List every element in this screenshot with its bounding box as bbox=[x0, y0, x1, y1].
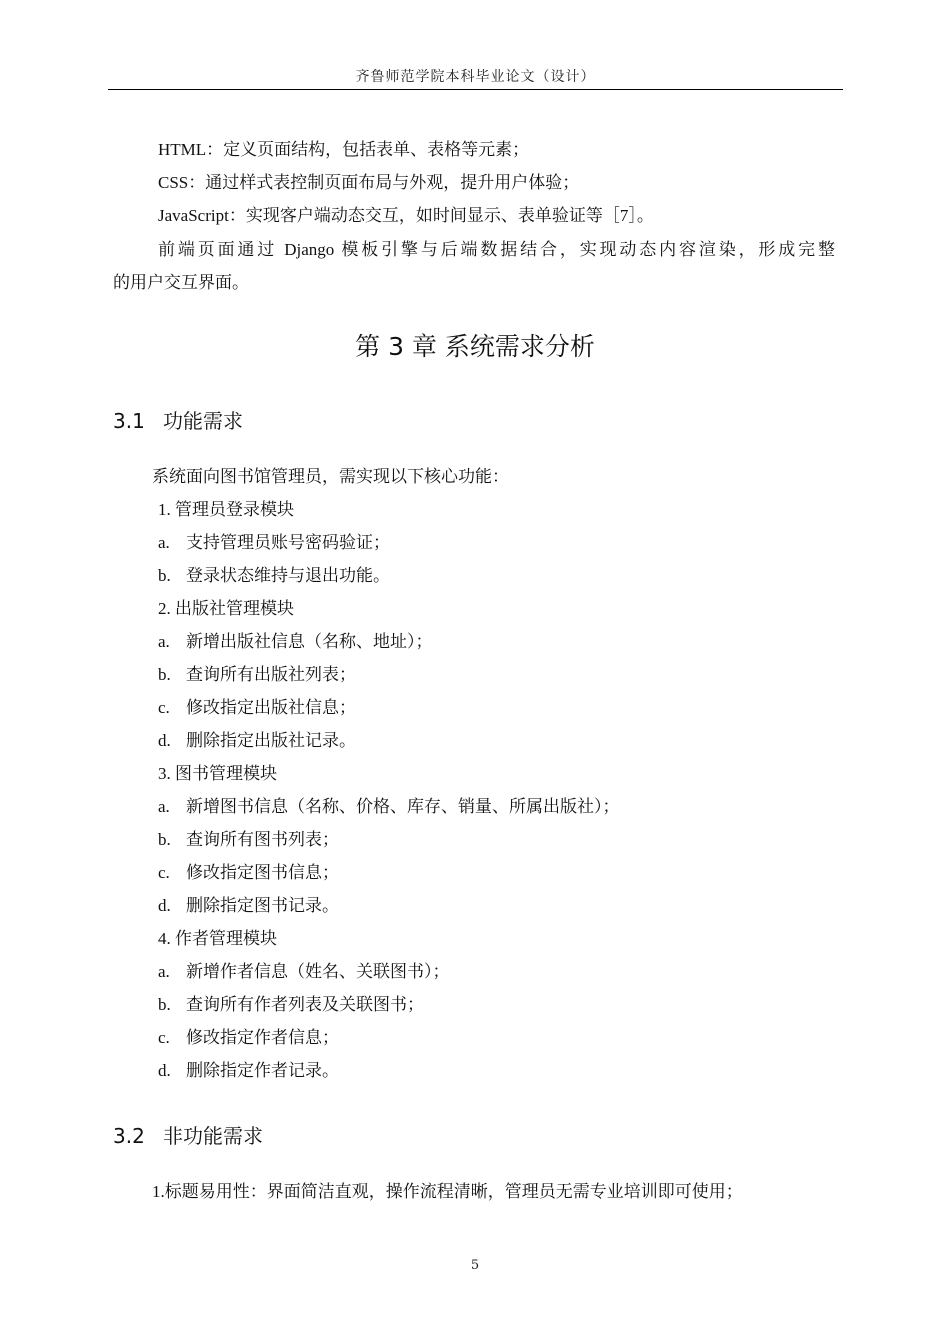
list-item: a. 新增作者信息（姓名、关联图书）； bbox=[158, 962, 450, 981]
intro-line-html: HTML：定义页面结构，包括表单、表格等元素； bbox=[158, 140, 530, 159]
section-title: 非功能需求 bbox=[163, 1124, 263, 1148]
list-item: b. 登录状态维持与退出功能。 bbox=[158, 566, 390, 585]
intro-paragraph-line-2: 的用户交互界面。 bbox=[113, 273, 249, 292]
list-item: 4. 作者管理模块 bbox=[158, 929, 277, 948]
running-header: 齐鲁师范学院本科毕业论文（设计） bbox=[355, 69, 596, 85]
intro-line-css: CSS：通过样式表控制页面布局与外观，提升用户体验； bbox=[158, 173, 580, 192]
section-number: 3.2 bbox=[113, 1124, 145, 1148]
list-item: a. 新增出版社信息（名称、地址）； bbox=[158, 632, 433, 651]
list-item: c. 修改指定图书信息； bbox=[158, 863, 339, 882]
section-title: 功能需求 bbox=[163, 409, 243, 433]
section-lead: 系统面向图书馆管理员，需实现以下核心功能： bbox=[152, 467, 509, 486]
section-heading-3-1 bbox=[113, 405, 243, 434]
list-item: d. 删除指定出版社记录。 bbox=[158, 731, 356, 750]
list-item: 2. 出版社管理模块 bbox=[158, 599, 294, 618]
intro-line-js: JavaScript：实现客户端动态交互，如时间显示、表单验证等［7］。 bbox=[158, 206, 654, 225]
chapter-title: 第 3 章 系统需求分析 bbox=[355, 332, 595, 361]
list-item: b. 查询所有图书列表； bbox=[158, 830, 339, 849]
list-item: 1. 管理员登录模块 bbox=[158, 500, 294, 519]
header-divider bbox=[108, 89, 843, 90]
list-item: d. 删除指定作者记录。 bbox=[158, 1061, 339, 1080]
intro-paragraph-line-1: 前端页面通过 Django 模板引擎与后端数据结合，实现动态内容渲染，形成完整 bbox=[158, 240, 835, 259]
list-item: a. 支持管理员账号密码验证； bbox=[158, 533, 390, 552]
list-item: c. 修改指定作者信息； bbox=[158, 1028, 339, 1047]
list-item: d. 删除指定图书记录。 bbox=[158, 896, 339, 915]
section-heading-3-2 bbox=[113, 1120, 263, 1149]
list-item: a. 新增图书信息（名称、价格、库存、销量、所属出版社）； bbox=[158, 797, 620, 816]
list-item: b. 查询所有作者列表及关联图书； bbox=[158, 995, 424, 1014]
list-item: c. 修改指定出版社信息； bbox=[158, 698, 356, 717]
page-number: 5 bbox=[470, 1258, 480, 1273]
nonfunctional-item-1: 1.标题易用性：界面简洁直观，操作流程清晰，管理员无需专业培训即可使用； bbox=[152, 1182, 743, 1201]
list-item: b. 查询所有出版社列表； bbox=[158, 665, 356, 684]
list-item: 3. 图书管理模块 bbox=[158, 764, 277, 783]
section-number: 3.1 bbox=[113, 409, 145, 433]
